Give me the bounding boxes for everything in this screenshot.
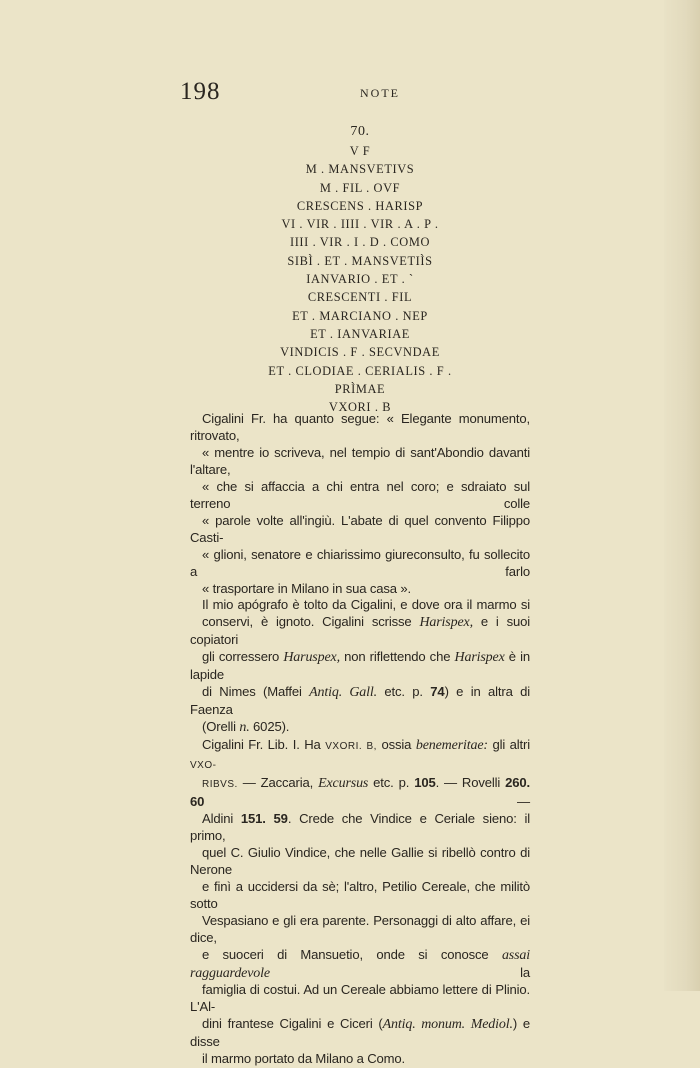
- inscription-block: [210, 122, 510, 416]
- text-line: dini frantese Cigalini e Ciceri (Antiq. monum. Mediol.) e disse: [190, 1016, 530, 1050]
- inscription-line: VINDICIS . F . SECVNDAE: [280, 345, 440, 360]
- inscription-line: ET . CLODIAE . CERIALIS . F .: [268, 363, 452, 378]
- text-line: « mentre io scriveva, nel tempio di sant'Abondio davanti l'altare,: [190, 444, 530, 477]
- running-head: NOTE: [360, 86, 400, 100]
- paragraph-cigalini-quote: [190, 411, 530, 597]
- inscription-line: CRESCENTI . FIL: [307, 290, 413, 305]
- inscription-line: M . MANSVETIVS: [305, 162, 415, 177]
- text-line: (Orelli n. 6025).: [202, 719, 290, 736]
- text-line: famiglia di costui. Ad un Cereale abbiamo lettere di Plinio. L'Al-: [190, 982, 530, 1015]
- inscription-line: CRESCENS . HARISP: [296, 198, 424, 213]
- text-line: quel C. Giulio Vindice, che nelle Gallie si ribellò contro di Nerone: [190, 844, 530, 877]
- note-text: [190, 411, 530, 1068]
- inscription-line: IANVARIO . ET . `: [306, 272, 414, 287]
- text-line: conservi, è ignoto. Cigalini scrisse Harispex, e i suoi copiatori: [190, 614, 530, 648]
- text-line: « che si affaccia a chi entra nel coro; e sdraiato sul terreno colle: [190, 478, 530, 511]
- text-line: Cigalini Fr. Lib. I. Ha VXORI. B, ossia benemeritae: gli altri VXO-: [190, 737, 530, 772]
- text-line: gli corressero Haruspex, non riflettendo che Harispex è in lapide: [190, 649, 530, 683]
- inscription-number: 70.: [350, 124, 370, 139]
- text-line: Cigalini Fr. ha quanto segue: « Elegante monumento, ritrovato,: [190, 411, 530, 443]
- inscription-line: VXORI . B: [328, 400, 392, 415]
- text-line: Vespasiano e gli era parente. Personaggi di alto affare, ei dice,: [190, 912, 530, 945]
- inscription-line: V F: [349, 144, 371, 158]
- text-line: RIBVS. — Zaccaria, Excursus etc. p. 105. — Rovelli 260. 60 —: [190, 775, 531, 809]
- page-edge-shadow: [664, 0, 700, 991]
- page-header: [0, 78, 700, 108]
- page-number: 198: [180, 78, 221, 105]
- inscription-line: VI . VIR . IIII . VIR . A . P .: [281, 217, 439, 232]
- text-line: e suoceri di Mansuetio, onde si conosce assai ragguardevole la: [190, 946, 530, 981]
- text-line: e finì a uccidersi da sè; l'altro, Petilio Cereale, che militò sotto: [190, 878, 530, 911]
- text-line: il marmo portato da Milano a Como.: [202, 1051, 406, 1067]
- inscription-line: ET . IANVARIAE: [310, 326, 410, 341]
- text-line: di Nimes (Maffei Antiq. Gall. etc. p. 74) e in altra di Faenza: [190, 684, 530, 718]
- text-line: « glioni, senatore e chiarissimo giureconsulto, fu sollecito a farlo: [190, 546, 530, 579]
- inscription-line: IIII . VIR . I . D . COMO: [289, 235, 431, 250]
- text-line: Aldini 151. 59. Crede che Vindice e Ceriale sieno: il primo,: [190, 810, 530, 843]
- inscription-line: ET . MARCIANO . NEP: [292, 308, 428, 323]
- inscription-line: M . FIL . OVF: [319, 180, 401, 195]
- text-line: « parole volte all'ingiù. L'abate di quel convento Filippo Casti-: [190, 512, 530, 545]
- inscription-line: PRÌMAE: [334, 381, 386, 396]
- text-line: « trasportare in Milano in sua casa ».: [202, 580, 412, 596]
- paragraph-apografo: [190, 597, 530, 737]
- inscription-line: SIBÌ . ET . MANSVETIÌS: [287, 253, 433, 268]
- paragraph-references: [190, 737, 530, 1068]
- text-line: Il mio apógrafo è tolto da Cigalini, e dove ora il marmo si: [202, 597, 530, 613]
